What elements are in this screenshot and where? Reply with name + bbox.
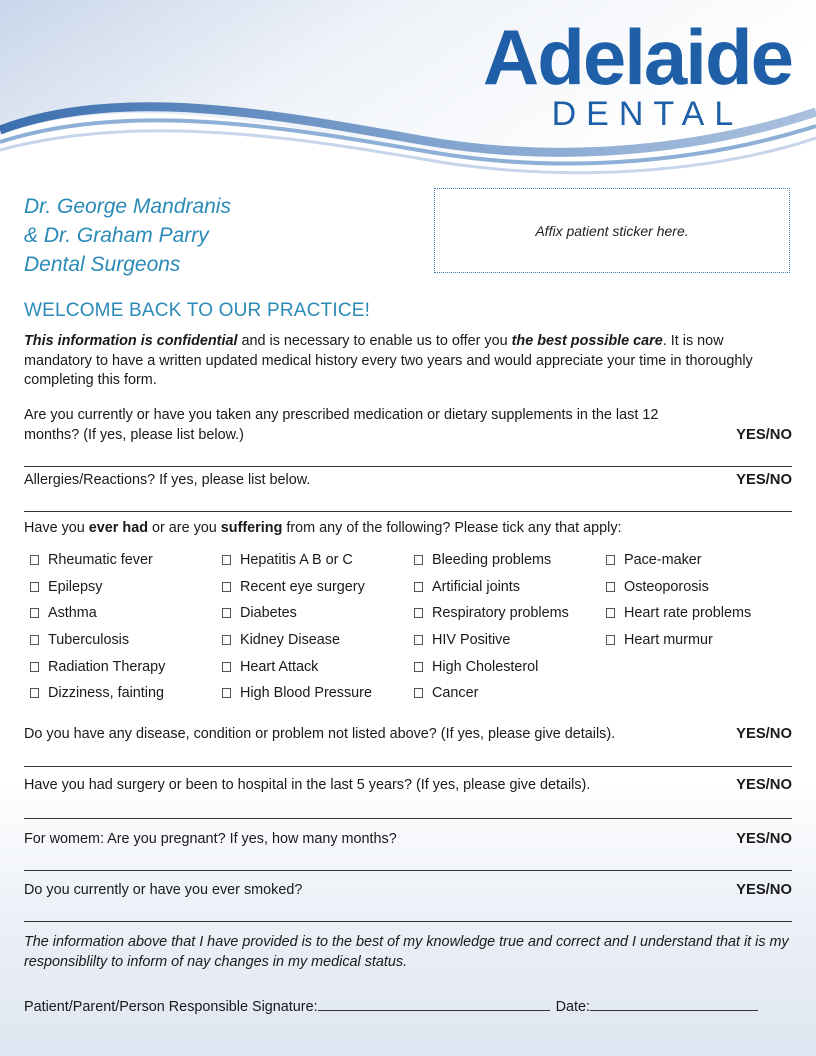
checkbox[interactable] xyxy=(606,635,615,645)
checkbox[interactable] xyxy=(414,582,423,592)
question-text: For womem: Are you pregnant? If yes, how many months? xyxy=(24,831,397,847)
declaration: The information above that I have provided is to the best of my knowledge true and correct and I understand that it is my responsiblilty to inform of nay changes in my medical status. xyxy=(24,934,789,970)
condition-label: Respiratory problems xyxy=(432,605,569,622)
signature-row xyxy=(24,996,804,1015)
condition-label: Tuberculosis xyxy=(48,632,130,649)
intro-text: . It is now mandatory to have a written updated medical history every two years and would appreciate your time in thoroughly completing this form. xyxy=(24,333,753,388)
welcome-heading: WELCOME BACK TO OUR PRACTICE! xyxy=(24,300,371,321)
condition-item[interactable] xyxy=(222,574,414,601)
conditions-intro xyxy=(24,520,622,536)
condition-label: Cancer xyxy=(432,685,479,702)
condition-item[interactable] xyxy=(414,574,606,601)
patient-sticker-box xyxy=(434,188,790,273)
checkbox[interactable] xyxy=(414,635,423,645)
condition-item[interactable] xyxy=(414,547,606,574)
question-text: Are you currently or have you taken any prescribed medication or dietary supplements in the last 12 months? (If yes, please list below.) xyxy=(24,407,659,443)
checkbox[interactable] xyxy=(414,688,423,698)
answer-line[interactable] xyxy=(24,818,792,819)
condition-item[interactable] xyxy=(222,627,414,654)
question-text: Allergies/Reactions? If yes, please list below. xyxy=(24,472,311,488)
condition-label: Kidney Disease xyxy=(240,632,340,649)
condition-label: Bleeding problems xyxy=(432,552,552,569)
doctors-block xyxy=(24,192,231,279)
checkbox[interactable] xyxy=(30,555,39,565)
condition-label: High Blood Pressure xyxy=(240,685,372,702)
checkbox[interactable] xyxy=(606,582,615,592)
condition-item[interactable] xyxy=(222,600,414,627)
checkbox[interactable] xyxy=(606,608,615,618)
checkbox[interactable] xyxy=(222,662,231,672)
condition-item[interactable] xyxy=(222,653,414,680)
condition-item[interactable] xyxy=(414,653,606,680)
condition-label: Dizziness, fainting xyxy=(48,685,164,702)
intro-bold-confidential: This information is confidential xyxy=(24,333,238,349)
empty-cell xyxy=(606,680,786,707)
condition-label: Hepatitis A B or C xyxy=(240,552,353,569)
condition-label: Osteoporosis xyxy=(624,578,709,595)
question-medication xyxy=(24,405,792,445)
checkbox[interactable] xyxy=(222,635,231,645)
condition-label: Diabetes xyxy=(240,605,297,622)
yes-no-option[interactable]: YES/NO xyxy=(736,427,792,443)
answer-line[interactable] xyxy=(24,870,792,871)
date-line[interactable] xyxy=(590,996,758,1011)
signature-line[interactable] xyxy=(318,996,550,1011)
condition-label: HIV Positive xyxy=(432,632,511,649)
question-text: Do you currently or have you ever smoked? xyxy=(24,882,303,898)
checkbox[interactable] xyxy=(30,662,39,672)
condition-label: Asthma xyxy=(48,605,97,622)
sticker-text: Affix patient sticker here. xyxy=(535,222,689,239)
condition-label: Heart rate problems xyxy=(624,605,752,622)
question-smoked xyxy=(24,880,792,900)
intro-paragraph xyxy=(24,332,794,391)
checkbox[interactable] xyxy=(222,555,231,565)
conditions-intro-text: or are you xyxy=(148,520,221,536)
checkbox[interactable] xyxy=(30,608,39,618)
condition-item[interactable] xyxy=(414,627,606,654)
question-text: Have you had surgery or been to hospital in the last 5 years? (If yes, please give details). xyxy=(24,777,591,793)
checkbox[interactable] xyxy=(414,608,423,618)
question-allergies xyxy=(24,470,792,490)
yes-no-option[interactable]: YES/NO xyxy=(736,726,792,742)
condition-item[interactable] xyxy=(222,680,414,707)
condition-item[interactable] xyxy=(30,680,222,707)
logo xyxy=(482,13,792,133)
answer-line[interactable] xyxy=(24,511,792,512)
condition-item[interactable] xyxy=(606,627,786,654)
conditions-intro-bold: ever had xyxy=(88,520,148,536)
conditions-checklist xyxy=(30,547,800,707)
condition-item[interactable] xyxy=(30,574,222,601)
condition-label: Heart murmur xyxy=(624,632,713,649)
condition-label: Artificial joints xyxy=(432,578,520,595)
checkbox[interactable] xyxy=(30,635,39,645)
condition-item[interactable] xyxy=(30,653,222,680)
checkbox[interactable] xyxy=(30,582,39,592)
question-text: Do you have any disease, condition or problem not listed above? (If yes, please give details). xyxy=(24,726,616,742)
empty-cell xyxy=(606,653,786,680)
checkbox[interactable] xyxy=(30,688,39,698)
question-surgery xyxy=(24,775,792,795)
conditions-intro-bold: suffering xyxy=(220,520,283,536)
signature-label: Patient/Parent/Person Responsible Signature: xyxy=(24,999,318,1015)
answer-line[interactable] xyxy=(24,466,792,467)
date-label: Date: xyxy=(555,999,590,1015)
condition-item[interactable] xyxy=(606,547,786,574)
doctor-line: Dr. George Mandranis xyxy=(24,195,231,218)
condition-label: Pace-maker xyxy=(624,552,702,569)
condition-item[interactable] xyxy=(414,680,606,707)
condition-item[interactable] xyxy=(30,547,222,574)
checkbox[interactable] xyxy=(414,555,423,565)
condition-item[interactable] xyxy=(606,574,786,601)
condition-label: Radiation Therapy xyxy=(48,658,166,675)
doctor-line: & Dr. Graham Parry xyxy=(24,224,209,247)
checkbox[interactable] xyxy=(222,582,231,592)
condition-item[interactable] xyxy=(606,600,786,627)
question-pregnant xyxy=(24,829,792,849)
intro-bold-care: the best possible care xyxy=(511,333,663,349)
conditions-intro-text: Have you xyxy=(24,520,89,536)
checkbox[interactable] xyxy=(414,662,423,672)
checkbox[interactable] xyxy=(222,688,231,698)
condition-label: Rheumatic fever xyxy=(48,552,153,569)
question-other-disease xyxy=(24,724,792,744)
doctor-line: Dental Surgeons xyxy=(24,253,181,276)
condition-item[interactable] xyxy=(222,547,414,574)
condition-item[interactable] xyxy=(30,627,222,654)
checkbox[interactable] xyxy=(606,555,615,565)
checkbox[interactable] xyxy=(222,608,231,618)
yes-no-option[interactable]: YES/NO xyxy=(736,777,792,793)
condition-label: High Cholesterol xyxy=(432,658,539,675)
yes-no-option[interactable]: YES/NO xyxy=(736,472,792,488)
condition-label: Epilepsy xyxy=(48,578,103,595)
conditions-intro-text: from any of the following? Please tick any that apply: xyxy=(282,520,622,536)
logo-sub: DENTAL xyxy=(551,95,744,133)
condition-label: Recent eye surgery xyxy=(240,578,365,595)
condition-label: Heart Attack xyxy=(240,658,319,675)
yes-no-option[interactable]: YES/NO xyxy=(736,882,792,898)
condition-item[interactable] xyxy=(414,600,606,627)
answer-line[interactable] xyxy=(24,921,792,922)
answer-line[interactable] xyxy=(24,766,792,767)
condition-item[interactable] xyxy=(30,600,222,627)
yes-no-option[interactable]: YES/NO xyxy=(736,831,792,847)
intro-text: and is necessary to enable us to offer you xyxy=(237,333,512,349)
logo-main: Adelaide xyxy=(482,13,792,101)
